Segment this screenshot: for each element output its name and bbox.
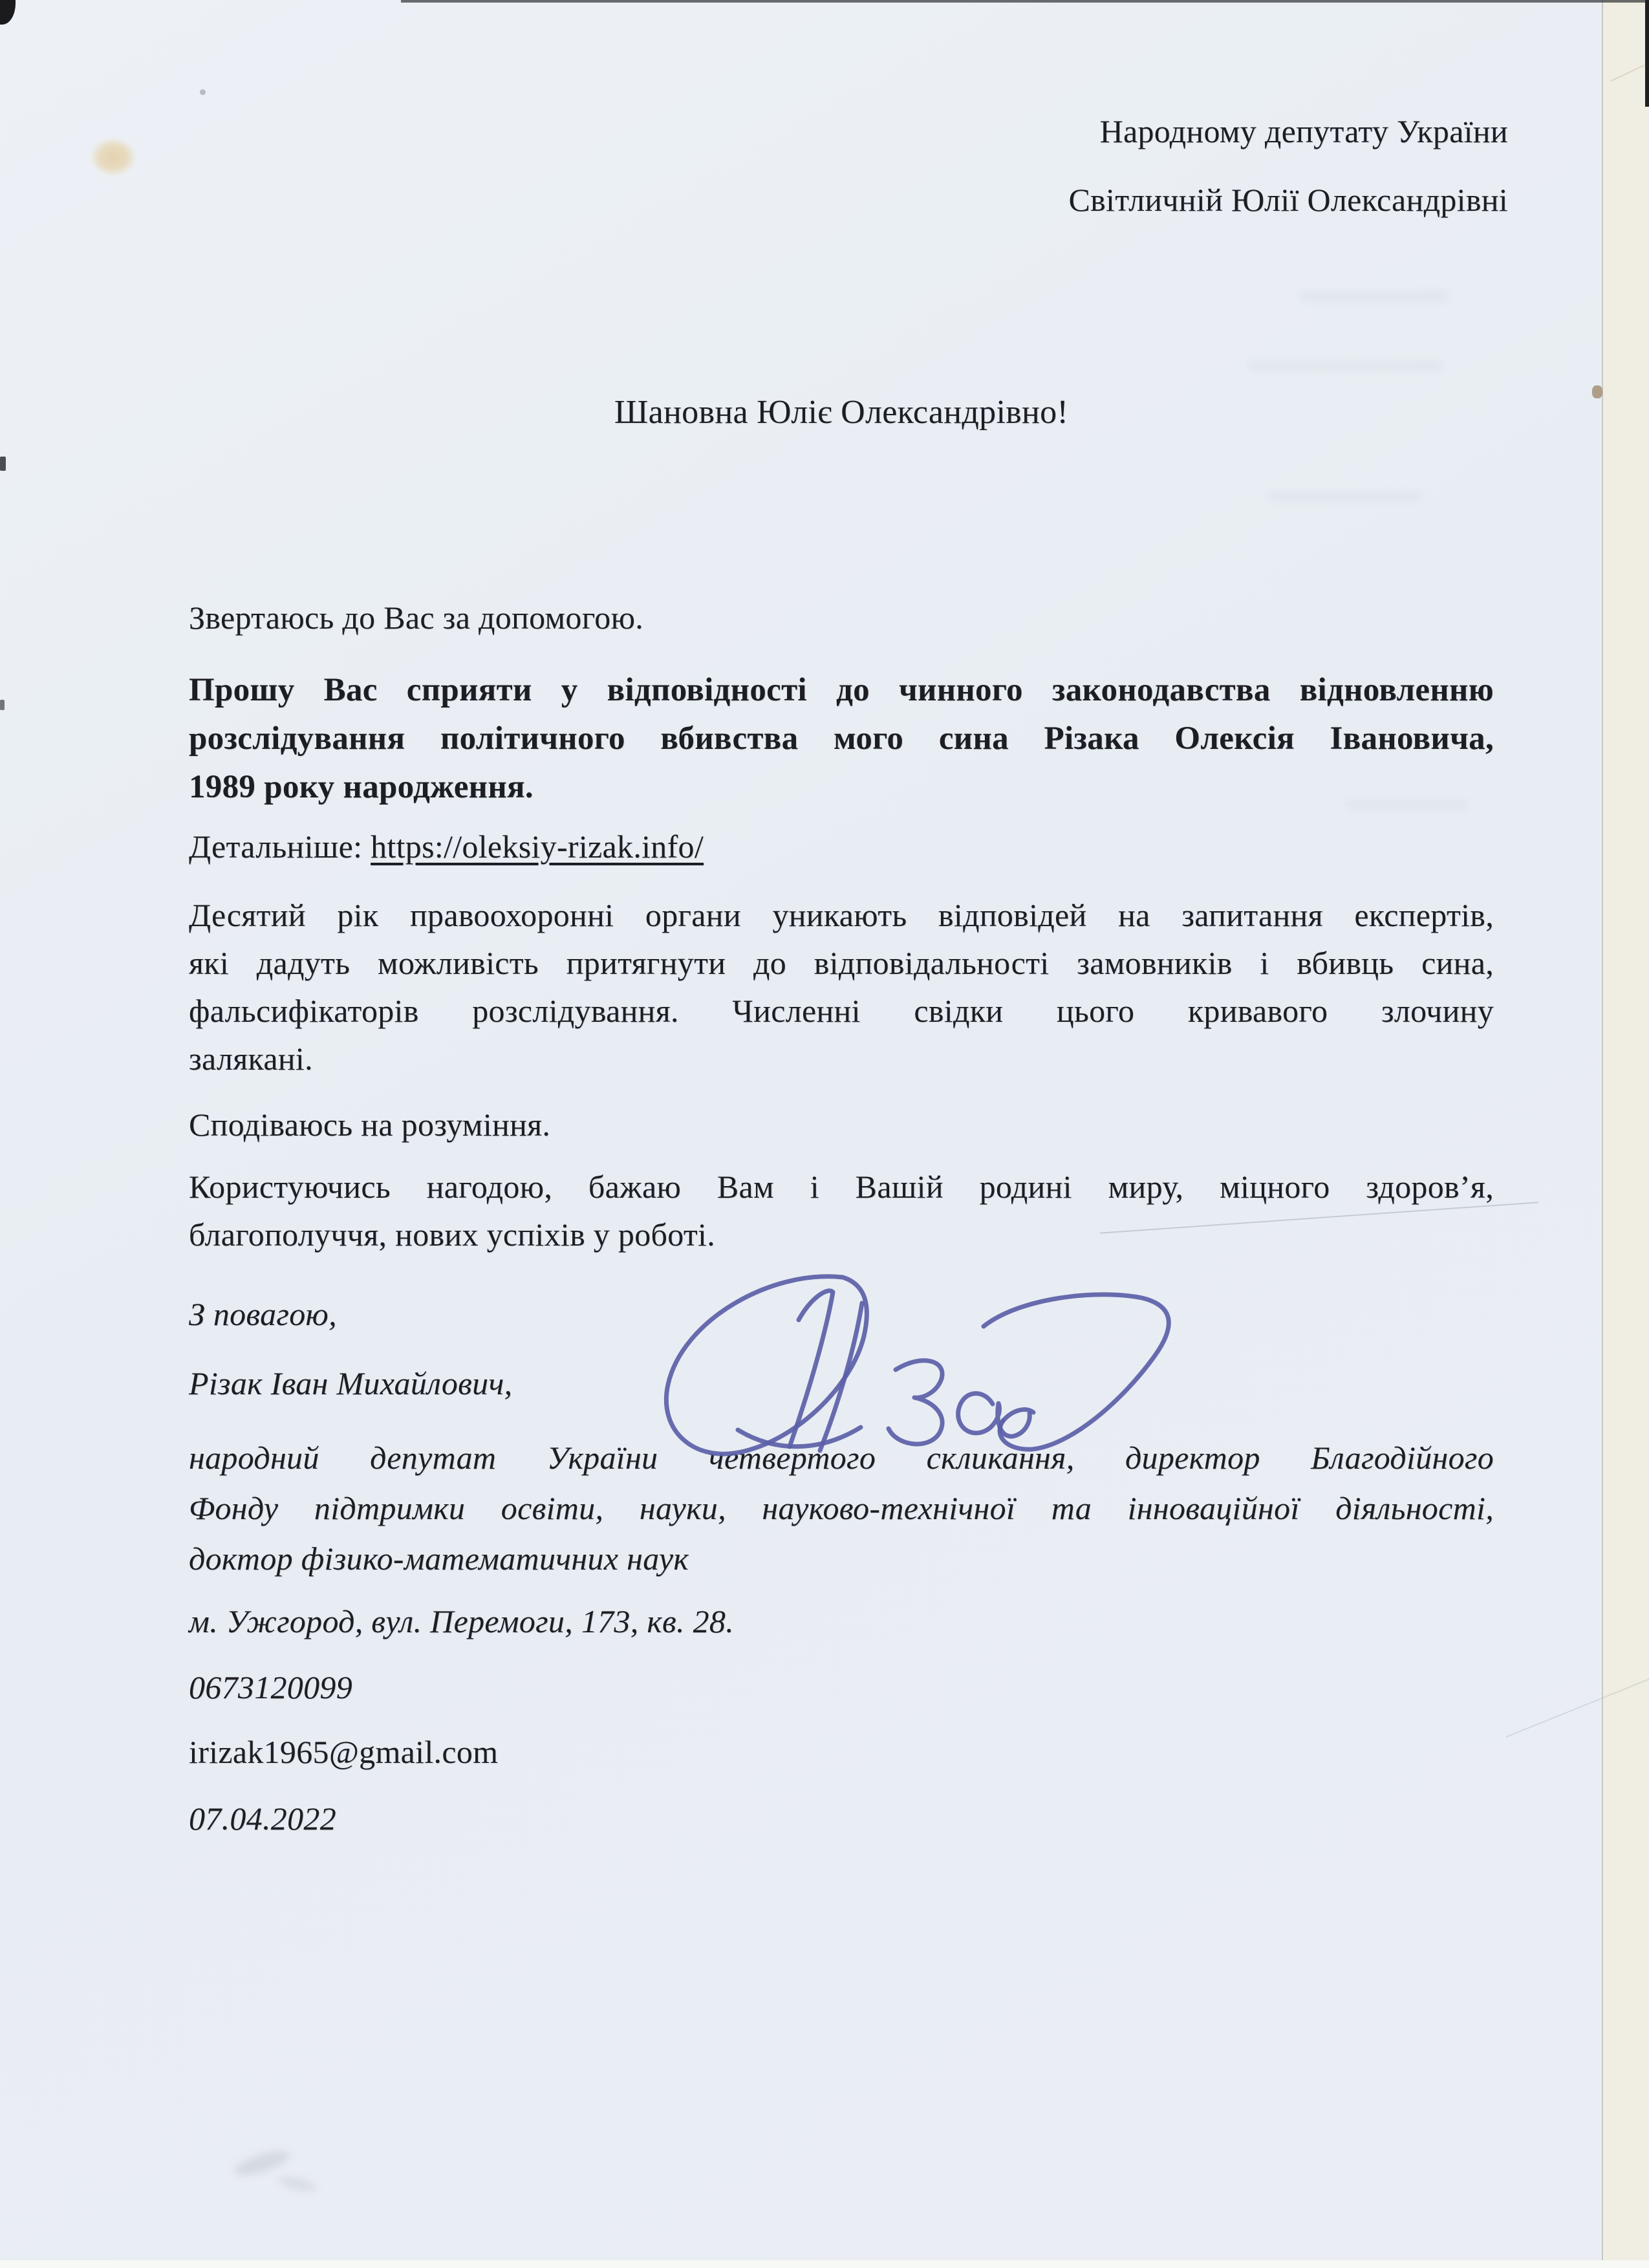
pencil-smudge (232, 2146, 292, 2181)
paragraph-line: залякані. (189, 1041, 313, 1077)
backing-sheet-edge (1602, 0, 1648, 2262)
paragraph-request (189, 666, 1494, 812)
corner-ink-blot (0, 0, 16, 25)
bleed-through-mark (1267, 491, 1423, 502)
paragraph-line: Користуючись нагодою, бажаю Вам і Вашій родині миру, міцного здоров’я, (189, 1169, 1494, 1205)
closing-email: irizak1965@gmail.com (189, 1734, 499, 1770)
edge-speck (0, 457, 6, 471)
edge-stain-speck (1592, 385, 1602, 398)
salutation: Шановна Юліє Олександрівно! (614, 394, 1069, 431)
scan-top-edge-line (401, 0, 1649, 3)
recipient-line: Народному депутату України (1099, 113, 1508, 149)
paragraph-body (189, 891, 1494, 1083)
paragraph-line: 1989 року народження. (189, 769, 534, 805)
paragraph-line: які дадуть можливість притягнути до відповідальності замовників і вбивць сина, (189, 945, 1494, 981)
paragraph-line: розслідування політичного вбивства мого сина Різака Олексія Івановича, (189, 720, 1494, 757)
closing-regards: З повагою, (189, 1296, 337, 1332)
paragraph-wishes (189, 1163, 1494, 1258)
scan-right-edge-line (1645, 0, 1649, 107)
paragraph-line: Десятий рік правоохоронні органи уникають відповідей на запитання експертів, (189, 897, 1494, 933)
paragraph-line: Прошу Вас сприяти у відповідності до чинного законодавства відновленню (189, 672, 1494, 708)
paragraph-line: благополуччя, нових успіхів у роботі. (189, 1216, 716, 1253)
closing-title-line: Фонду підтримки освіти, науки, науково-технічної та інноваційної діяльності, (189, 1490, 1494, 1526)
closing-date: 07.04.2022 (189, 1800, 336, 1837)
bleed-through-mark (1248, 360, 1442, 371)
closing-address: м. Ужгород, вул. Перемоги, 173, кв. 28. (189, 1603, 735, 1639)
closing-title-line: народний депутат України четвертого скликання, директор Благодійного (189, 1440, 1494, 1476)
paragraph-line: фальсифікаторів розслідування. Численні свідки цього кривавого злочину (189, 993, 1494, 1029)
closing-name: Різак Іван Михайлович, (189, 1365, 513, 1401)
details-label: Детальніше: (189, 828, 371, 865)
recipient-block (189, 97, 1508, 234)
paper-stain (89, 137, 137, 177)
paragraph-hope: Сподіваюсь на розуміння. (189, 1107, 551, 1143)
details-link: https://oleksiy-rizak.info/ (371, 828, 704, 865)
closing-title-line: доктор фізико-математичних наук (189, 1540, 689, 1577)
handwritten-signature (605, 1258, 1174, 1471)
pencil-smudge (277, 2174, 318, 2194)
bleed-through-mark (1300, 290, 1449, 303)
recipient-line: Світличній Юлії Олександрівні (1068, 182, 1508, 218)
closing-phone: 0673120099 (189, 1669, 352, 1705)
scan-bottom-strip (0, 2260, 1649, 2268)
paragraph-intro: Звертаюсь до Вас за допомогою. (189, 599, 644, 636)
paragraph-details (189, 823, 1494, 871)
edge-speck (0, 700, 5, 710)
paper-speck (200, 89, 206, 95)
